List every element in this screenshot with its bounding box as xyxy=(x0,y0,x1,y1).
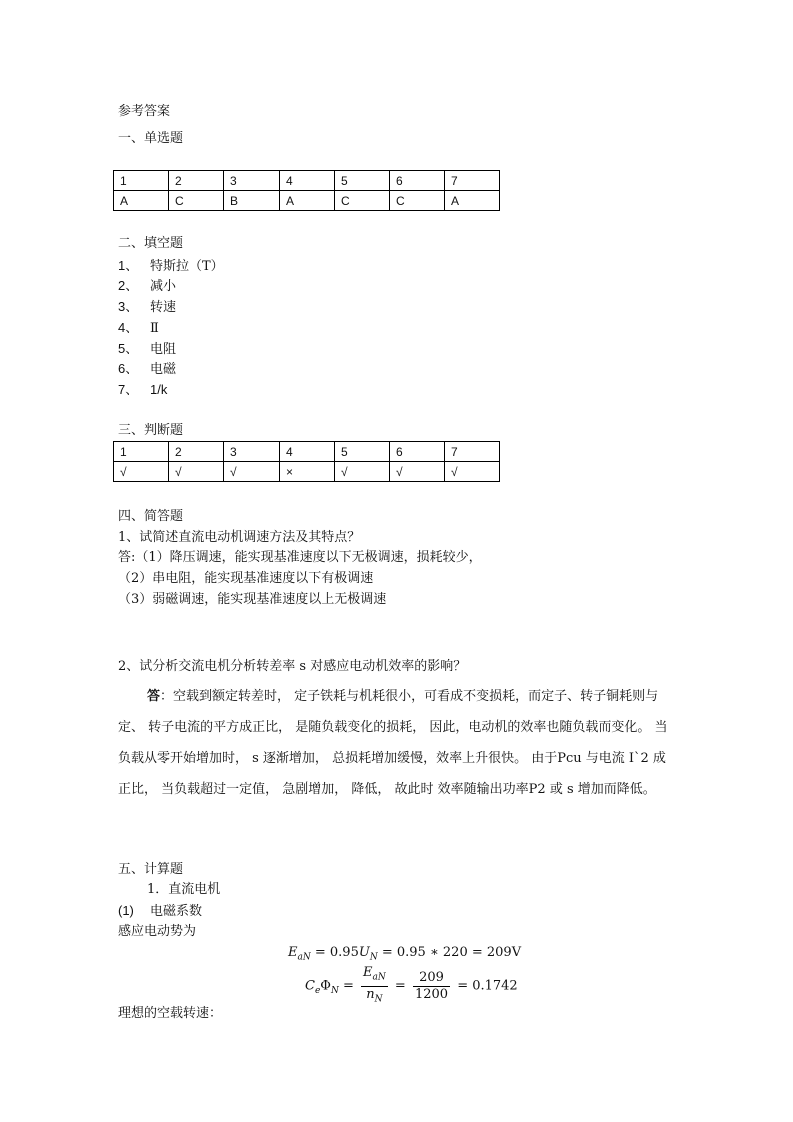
table-cell: √ xyxy=(445,462,500,482)
list-item xyxy=(118,320,159,337)
table-cell: 1 xyxy=(114,171,169,191)
eq-symbol: E xyxy=(363,965,373,980)
table-cell: 1 xyxy=(114,442,169,462)
text-line: 感应电动势为 xyxy=(118,924,197,939)
sub-heading: 1．直流电机 xyxy=(147,882,221,897)
section-heading-calculation: 五、计算题 xyxy=(118,862,184,877)
table-row xyxy=(114,191,500,211)
answer-line: 答:（1）降压调速，能实现基准速度以下无极调速，损耗较少， xyxy=(118,550,482,565)
list-item xyxy=(118,278,176,295)
eq-equals: = xyxy=(394,978,406,994)
table-cell: A xyxy=(445,191,500,211)
eq-symbol: Φ xyxy=(320,978,331,994)
table-cell: √ xyxy=(114,462,169,482)
section-heading-short-answer: 四、简答题 xyxy=(118,509,184,524)
fraction xyxy=(413,970,450,1003)
table-cell: C xyxy=(169,191,224,211)
table-cell: 5 xyxy=(335,171,390,191)
table-cell: A xyxy=(114,191,169,211)
answer-line: （2）串电阻，能实现基准速度以下有极调速 xyxy=(118,571,374,586)
fraction xyxy=(361,965,388,1007)
eq-symbol: C xyxy=(305,978,315,994)
section-heading-single-choice: 一、单选题 xyxy=(118,131,184,146)
item-number: (1) xyxy=(118,903,134,918)
item-text: 电阻 xyxy=(150,342,177,357)
table-row xyxy=(114,442,500,462)
list-item xyxy=(118,361,176,378)
item-text: 特斯拉（T） xyxy=(150,259,224,274)
item-text: 减小 xyxy=(150,279,177,294)
eq-subscript: N xyxy=(369,952,378,963)
text-line: 理想的空载转速： xyxy=(118,1006,223,1021)
list-item xyxy=(118,258,224,275)
eq-symbol: E xyxy=(288,945,298,960)
table-cell: √ xyxy=(335,462,390,482)
section-heading-true-false: 三、判断题 xyxy=(118,423,184,438)
answer-text: ：空载到额定转差时， 定子铁耗与机耗很小，可看成不变损耗，而定子、转子铜耗则与定、 转子电流的平方成正比， 是随负载变化的损耗， 因此，电动机的效率也随负载而变化。 当负载从零开始增加时， s 逐渐增加， 总损耗增加缓慢，效率上升很快。 由于Pcu 与电流 I`2 成正比， 当负载超过一定值， 急剧增加， 降低， 故此时 效率随输出功率P2 或 s 增加而降低。 xyxy=(118,689,668,797)
eq-subscript: aN xyxy=(372,972,386,983)
eq-symbol: n xyxy=(366,986,375,1002)
table-row xyxy=(114,462,500,482)
table-cell: C xyxy=(335,191,390,211)
item-number: 1、 xyxy=(118,258,139,273)
eq-subscript: aN xyxy=(297,952,311,963)
item-number: 3、 xyxy=(118,299,139,314)
table-cell: 3 xyxy=(224,442,280,462)
item-text: 1/k xyxy=(150,382,168,397)
table-row xyxy=(114,171,500,191)
numbered-item xyxy=(118,903,202,920)
list-item xyxy=(118,382,167,399)
section-heading-fill-in: 二、填空题 xyxy=(118,236,184,251)
item-number: 5、 xyxy=(118,341,139,356)
table-cell: C xyxy=(390,191,445,211)
table-cell: A xyxy=(280,191,335,211)
eq-subscript: e xyxy=(314,986,321,997)
table-cell: 7 xyxy=(445,171,500,191)
eq-subscript: N xyxy=(330,986,339,997)
item-text: 电磁 xyxy=(150,362,177,377)
item-text: 电磁系数 xyxy=(150,904,203,919)
table-cell: 6 xyxy=(390,171,445,191)
table-cell: × xyxy=(280,462,335,482)
table-cell: 6 xyxy=(390,442,445,462)
item-number: 6、 xyxy=(118,361,139,376)
table-cell: B xyxy=(224,191,280,211)
item-number: 7、 xyxy=(118,382,139,397)
equation-emf xyxy=(288,945,521,963)
item-text: Ⅱ xyxy=(150,321,159,336)
table-cell: √ xyxy=(169,462,224,482)
answer-label: 答 xyxy=(147,689,161,704)
table-cell: 2 xyxy=(169,171,224,191)
question-1: 1、试简述直流电动机调速方法及其特点？ xyxy=(118,530,361,545)
true-false-answer-table xyxy=(113,441,500,482)
item-number: 2、 xyxy=(118,278,139,293)
item-number: 4、 xyxy=(118,320,139,335)
eq-part: = 0.95 xyxy=(310,945,359,960)
eq-symbol: U xyxy=(358,945,370,960)
table-cell: 3 xyxy=(224,171,280,191)
eq-subscript: N xyxy=(374,994,383,1005)
table-cell: 4 xyxy=(280,442,335,462)
eq-equals: = xyxy=(342,978,354,994)
answer-line: （3）弱磁调速，能实现基准速度以上无极调速 xyxy=(118,592,387,607)
table-cell: √ xyxy=(224,462,280,482)
list-item xyxy=(118,299,176,316)
table-cell: 4 xyxy=(280,171,335,191)
table-cell: 5 xyxy=(335,442,390,462)
document-title: 参考答案 xyxy=(118,104,171,119)
answer-paragraph xyxy=(118,681,678,805)
single-choice-answer-table xyxy=(113,170,500,211)
eq-denominator: 1200 xyxy=(414,986,449,1002)
eq-result: = 0.1742 xyxy=(457,978,518,994)
table-cell: 2 xyxy=(169,442,224,462)
table-cell: √ xyxy=(390,462,445,482)
eq-numerator: 209 xyxy=(413,970,450,987)
eq-part: = 0.95 ∗ 220 = 209V xyxy=(377,945,522,960)
table-cell: 7 xyxy=(445,442,500,462)
list-item xyxy=(118,341,176,358)
item-text: 转速 xyxy=(150,300,177,315)
question-2: 2、试分析交流电机分析转差率 s 对感应电动机效率的影响？ xyxy=(118,659,467,674)
equation-coefficient xyxy=(305,965,518,1007)
